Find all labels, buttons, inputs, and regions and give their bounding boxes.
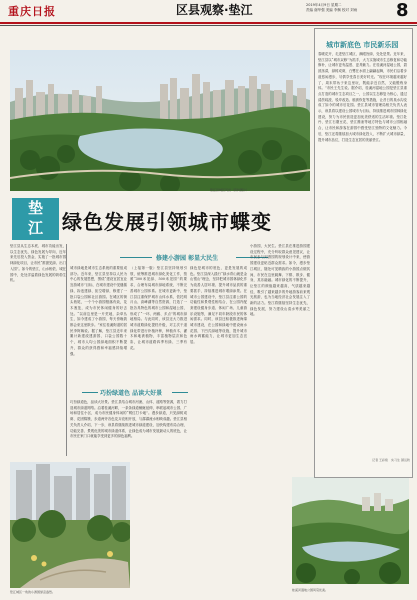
- subhead-1: 修建小游园 彰显大民生: [156, 255, 219, 262]
- subhead-rule-left: [120, 257, 152, 258]
- byline: 记者 王彩艳 实习生 颜运秋: [372, 458, 410, 462]
- article-column-a: 城市绿地是城市生态系统的重要组成部分。近年来，垫江县坚持以人民为中心的发展思想，围绕“建设宜居宜业宜游城市”目标，在城市建设中见缝插绿、拆违建绿、拓空增绿，修建了一批口袋公园和社区游园。在城区的街头巷尾，一个个小游园错落有致，花木葱茏，成为市民休闲健身的好去处。“以前这里是一片荒地，杂草丛生，如今建成了小游园，每天傍晚我都会来这里散步。”家住桂溪街道的居民李阿姨说。据了解，垫江县近年来累计新建改建游园、口袋公园数十个，城市人均公园绿地面积不断提升，群众的获得感和幸福感持续增强。: [70, 266, 127, 356]
- issue-date: 2019年4月9日 星期二: [306, 3, 342, 7]
- pocket-park-photo: [10, 462, 130, 588]
- masthead: [0, 0, 417, 24]
- section-title: 区县观察·垫江: [176, 3, 253, 17]
- article-column-c: 巧扮绿道色，品读大好景。垫江县结合城市河流、山体、道路等资源，着力打造城市绿道网络。沿着桂溪河畔，一条条绿道蜿蜒延伸，串联起城市公园、广场和居住小区，成为市民健身休闲的“网红打卡地”。漫步绿道，只见绿树成荫、花团锦簇，步道两旁各色花卉竞相开放，与潺潺流水相映成趣。垫江县相关负责人介绍，下一步，该县将继续推进城市绿道建设，加快构建布局合理、功能完善、景观优美的城市绿道体系，让绿色成为城市发展最动人的底色，让市民在家门口就能享受到更多的绿色福利。: [70, 400, 187, 439]
- column-divider: [66, 244, 67, 456]
- subhead2-rule-right: [172, 392, 188, 393]
- subhead2-rule-left: [82, 392, 98, 393]
- masthead-rule: [0, 22, 417, 24]
- region-tag: [12, 198, 59, 240]
- bottom-left-caption: 垫江城区一角的小游园绿意盎然。: [10, 590, 56, 594]
- article-column-e: 小游园，大民生。垫江县在推进游园建设过程中，充分听取群众意见建议，让市民参与到游园的规划设计中来，使游园建设更贴近群众需求。如今，漫步垫江城区，随处可见精致的小游园点缀其间，市民在这里跳舞、下棋、散步、健身，其乐融融。城市绿化的不断提升，让垫江的颜值越来越高，气质越来越佳，吸引了越来越多的外地游客前来观光旅游，也为当地经济社会发展注入了新的活力。垫江将继续坚持生态优先、绿色发展，努力建设山清水秀美丽之地。: [250, 244, 310, 317]
- region-tag-line1: 垫: [27, 199, 43, 217]
- lead-column: 垫江县从生态本底、城市功能出发，以生态优先、绿色发展为导向，近年来先后投入资金，实施了一批城市园林绿化项目，让市民“推窗见绿、出门入园”。如今的垫江，山水相依、城在园中，处处洋溢着绿色发展的勃勃生机。: [10, 244, 66, 283]
- editor-credits: 责编 谢华强 美编 李飘 校对 刘雨: [306, 8, 358, 12]
- article-column-d: 绿色是城市的底色，更是发展的成色。垫江县深入践行“绿水青山就是金山银山”理念，坚持把城市园林绿化作为改善人居环境、提升城市品质的重要抓手，持续推进城市增绿添景。在城市公园建设中，垫江县注重公园的功能性和景观性相结合，在公园内配套建设健身步道、休闲广场、儿童游乐设施等，满足不同年龄段市民的休闲需求。同时，该县还积极推进海绵城市建设，在公园和绿地中建设雨水花园、下凹式绿地等设施，提升城市雨水调蓄能力，让城市更加生态宜居。: [190, 266, 247, 345]
- region-tag-line2: 江: [27, 219, 43, 237]
- sidebar-box-body: 春暖花开，走进垫江城区，满眼皆绿，处处是景。近年来，垫江县以“城市双修”为抓手，大力实施城市生态修复和功能修补，让城市更有温度、更具魅力。在桂溪河湿地公园，碧波荡漾，绿树成荫，白鹭在水面上翩翩起舞，市民们沿着步道悠闲漫步，尽情享受春日美好时光。“现在环境越来越好了，周末带孩子来这里玩，既能亲近自然，又能锻炼身体。”市民王先生说。据介绍，桂溪河湿地公园是垫江县重点打造的城市生态项目之一，公园以生态修复为核心，通过清淤疏浚、驳岸改造、植被恢复等措施，让昔日的臭水沟变成了如今的城市后花园。垫江县城市管理局相关负责人表示，该县将以建设公园城市为目标，持续推进城市园林绿化建设，努力为市民营造更加优美舒适的生活环境。垫江牡丹、垫江石磨豆花、垫江酱油等地方特色与城市公园相融合，让市民和游客在游园中感受垫江独特的文化魅力。今后，垫江还将继续加大城市绿化投入，不断扩大城市绿量，提升城市品位，打造生态宜居的美丽垫江。: [318, 52, 407, 142]
- date-line: [306, 3, 357, 13]
- newspaper-logo: 重庆日报: [8, 5, 56, 18]
- wetland-park-photo: [292, 477, 409, 584]
- page-number: 8: [396, 0, 409, 21]
- headline: 绿色发展引领城市蝶变: [62, 210, 272, 234]
- masthead-thin-rule: [0, 25, 417, 26]
- sidebar-box-title: 城市新底色 市民新乐园: [326, 41, 399, 49]
- article-column-b: （上接第一版）垫江县坚持规划引领，统筹推进城市绿化美化工作，按照“300米见绿、500米见园”的要求，合理布局城市绿地系统，不断完善城市公园体系。在城市更新中，垫江县注重保护城市山体水系，依托明月山、高峰湖等自然资源，打造了一批各具特色的城市公园和湿地公园，形成了“一环、两廊、多点”的城市绿地格局。与此同时，该县还大力推进城市道路绿化提档升级，对主次干道绿化带进行补植补种，种植乔木、灌木和地被植物，丰富植物层次和色彩，让城市道路四季有绿、三季有花。: [130, 266, 187, 350]
- top-photo-caption: 垫江县城区风光（资料图片）: [210, 188, 250, 192]
- subhead-2: 巧扮绿道色 品读大好景: [100, 390, 163, 397]
- bottom-right-caption: 桂溪河湿地公园风景优美。: [292, 588, 329, 592]
- city-landscape-photo: [10, 50, 310, 191]
